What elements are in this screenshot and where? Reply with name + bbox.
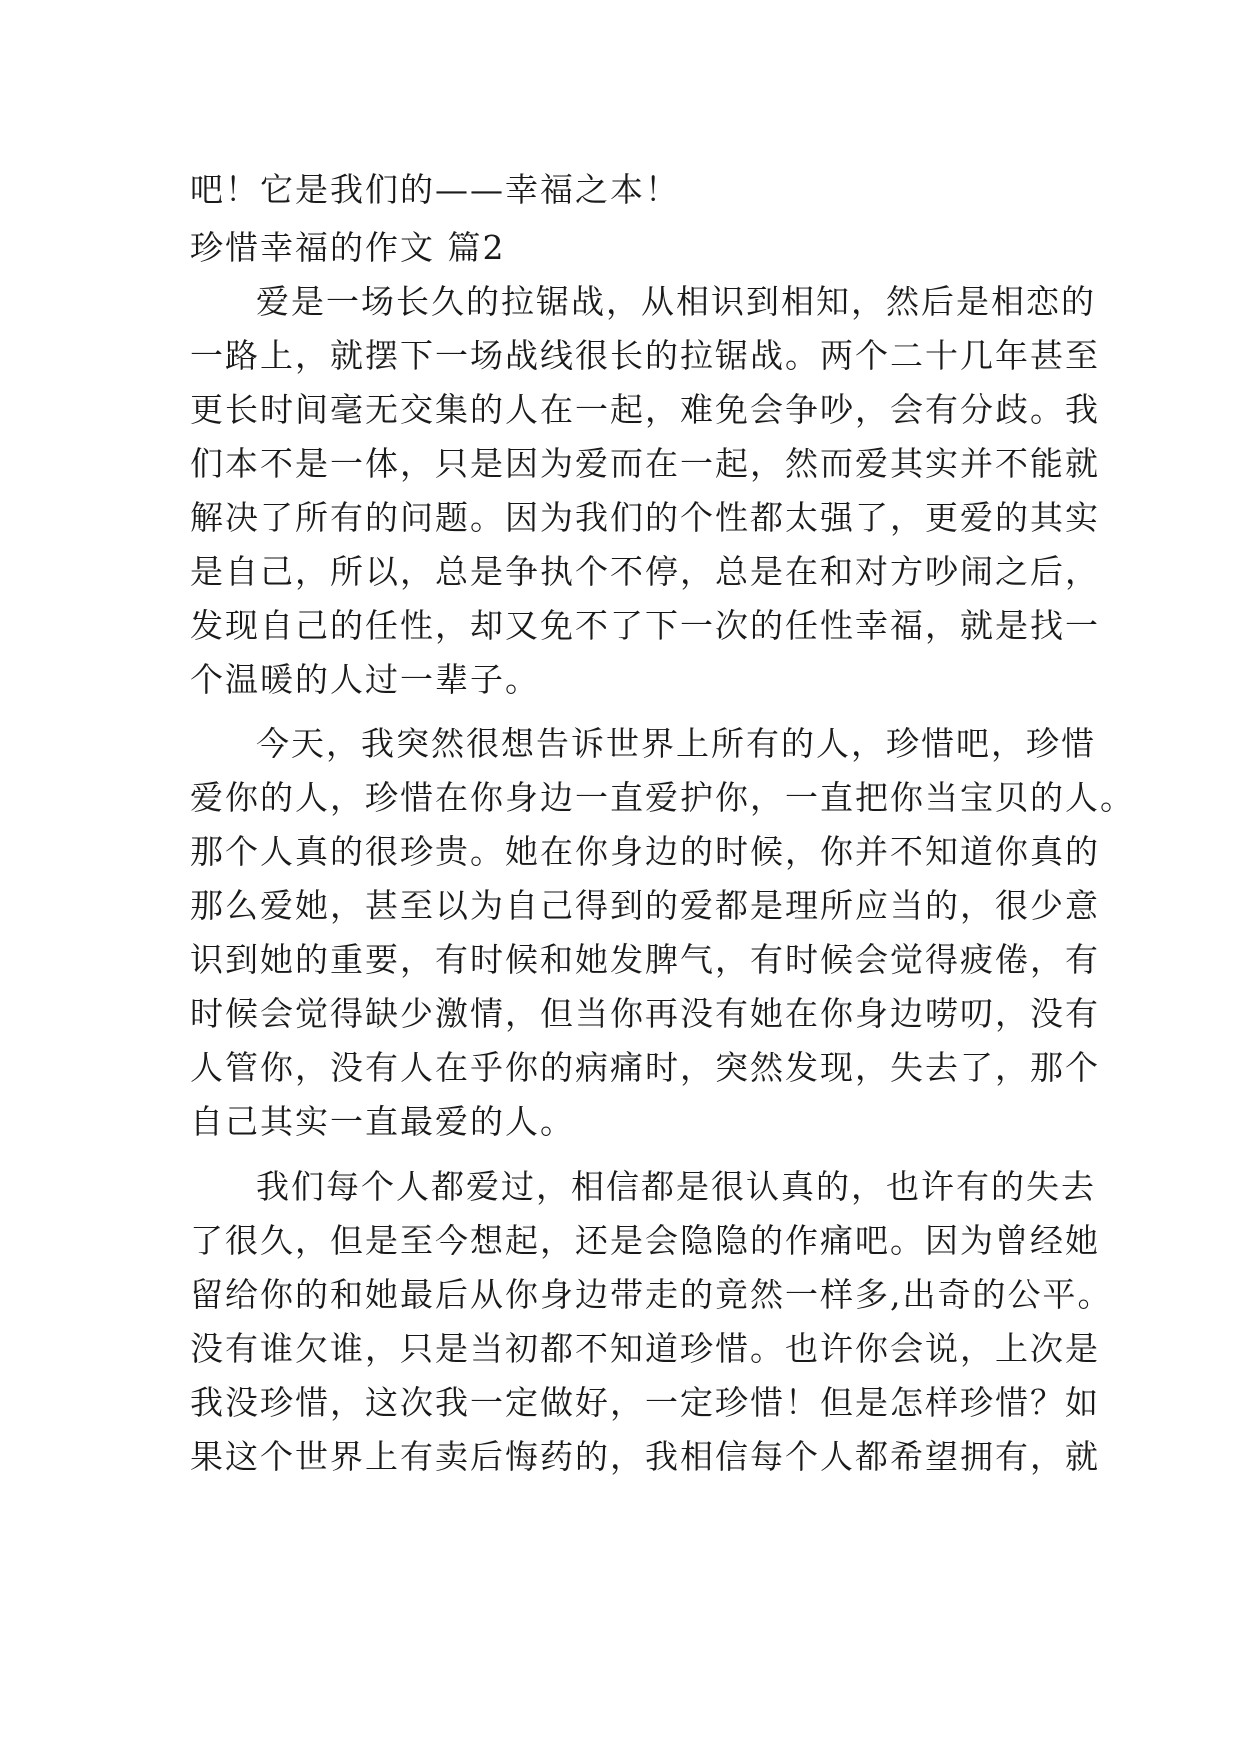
paragraph-2-line-6: 时候会觉得缺少激情，但当你再没有她在你身边唠叨，没有 bbox=[190, 994, 1100, 1033]
paragraph-1-line-8: 个温暖的人过一辈子。 bbox=[190, 660, 540, 699]
paragraph-3-line-5: 我没珍惜，这次我一定做好，一定珍惜！但是怎样珍惜？如 bbox=[190, 1383, 1100, 1422]
paragraph-1-line-4: 们本不是一体，只是因为爱而在一起，然而爱其实并不能就 bbox=[190, 444, 1100, 483]
paragraph-2-line-7: 人管你，没有人在乎你的病痛时，突然发现，失去了，那个 bbox=[190, 1048, 1100, 1087]
paragraph-3-line-3: 留给你的和她最后从你身边带走的竟然一样多,出奇的公平。 bbox=[190, 1275, 1113, 1314]
paragraph-1-line-1: 爱是一场长久的拉锯战，从相识到相知，然后是相恋的 bbox=[256, 282, 1096, 321]
paragraph-1-line-2: 一路上，就摆下一场战线很长的拉锯战。两个二十几年甚至 bbox=[190, 336, 1100, 375]
paragraph-1-line-6: 是自己，所以，总是争执个不停，总是在和对方吵闹之后， bbox=[190, 552, 1100, 591]
carry-over-line: 吧！它是我们的——幸福之本！ bbox=[190, 170, 680, 209]
paragraph-2-line-8: 自己其实一直最爱的人。 bbox=[190, 1102, 575, 1141]
paragraph-2-line-4: 那么爱她，甚至以为自己得到的爱都是理所应当的，很少意 bbox=[190, 886, 1100, 925]
paragraph-3-line-2: 了很久，但是至今想起，还是会隐隐的作痛吧。因为曾经她 bbox=[190, 1221, 1100, 1260]
paragraph-2-line-2: 爱你的人，珍惜在你身边一直爱护你，一直把你当宝贝的人。 bbox=[190, 778, 1135, 817]
paragraph-1-line-7: 发现自己的任性，却又免不了下一次的任性幸福，就是找一 bbox=[190, 606, 1100, 645]
paragraph-2-line-1: 今天，我突然很想告诉世界上所有的人，珍惜吧，珍惜 bbox=[256, 724, 1096, 763]
paragraph-2-line-3: 那个人真的很珍贵。她在你身边的时候，你并不知道你真的 bbox=[190, 832, 1100, 871]
paragraph-1-line-3: 更长时间毫无交集的人在一起，难免会争吵，会有分歧。我 bbox=[190, 390, 1100, 429]
paragraph-3-line-6: 果这个世界上有卖后悔药的，我相信每个人都希望拥有，就 bbox=[190, 1437, 1100, 1476]
paragraph-2-line-5: 识到她的重要，有时候和她发脾气，有时候会觉得疲倦，有 bbox=[190, 940, 1100, 979]
paragraph-3-line-1: 我们每个人都爱过，相信都是很认真的，也许有的失去 bbox=[256, 1167, 1096, 1206]
paragraph-3-line-4: 没有谁欠谁，只是当初都不知道珍惜。也许你会说，上次是 bbox=[190, 1329, 1100, 1368]
paragraph-1-line-5: 解决了所有的问题。因为我们的个性都太强了，更爱的其实 bbox=[190, 498, 1100, 537]
section-heading: 珍惜幸福的作文 篇2 bbox=[190, 228, 506, 267]
